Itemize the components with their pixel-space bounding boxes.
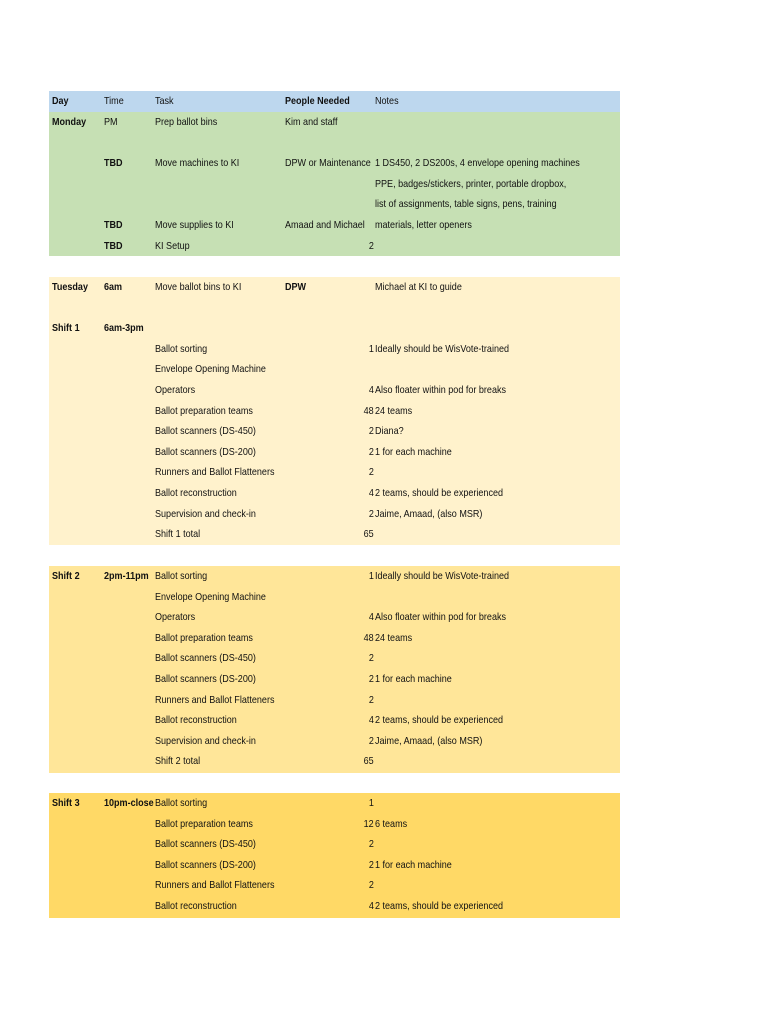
row-count: 48: [363, 631, 374, 644]
row-time: TBD: [104, 219, 123, 231]
row-task: Move machines to KI: [155, 157, 240, 170]
table-row: [49, 731, 620, 752]
row-task: Supervision and check-in: [155, 507, 256, 520]
row-count: 48: [363, 404, 374, 417]
row-task: Ballot scanners (DS-200): [155, 673, 256, 685]
row-notes: Jaime, Amaad, (also MSR): [375, 507, 483, 520]
header-day: Day: [52, 95, 69, 107]
table-row: [49, 566, 620, 587]
row-count: 2: [368, 734, 374, 747]
tuesday-notes: Michael at KI to guide: [375, 281, 462, 293]
row-notes: 1 for each machine: [375, 673, 452, 685]
shift2-section: [49, 566, 620, 773]
shift1-label: Shift 1: [52, 322, 80, 334]
row-task: Ballot reconstruction: [155, 714, 237, 727]
row-count: 2: [368, 838, 374, 851]
table-row: [49, 462, 620, 483]
tuesday-time: 6am: [104, 281, 123, 293]
row-count: 4: [368, 714, 374, 727]
row-time: TBD: [104, 239, 123, 252]
table-row: [49, 648, 620, 669]
row-task: Supervision and check-in: [155, 734, 256, 747]
row-notes: 2 teams, should be experienced: [375, 714, 504, 727]
row-task: Runners and Ballot Flatteners: [155, 879, 275, 892]
table-row: [49, 401, 620, 422]
table-row: [49, 875, 620, 896]
row-count: 4: [368, 611, 374, 624]
row-count: 12: [363, 817, 374, 830]
table-row: [49, 504, 620, 525]
row-notes: 24 teams: [375, 631, 413, 644]
table-row: [49, 194, 620, 215]
row-task: Ballot preparation teams: [155, 817, 253, 830]
shift3-section: [49, 793, 620, 918]
row-task: Ballot sorting: [155, 797, 208, 809]
table-row: [49, 215, 620, 236]
table-row: [49, 380, 620, 401]
table-row: [49, 896, 620, 917]
tuesday-day-label: Tuesday: [52, 281, 88, 293]
row-task: Move supplies to KI: [155, 219, 234, 231]
row-count: 2: [368, 858, 374, 871]
table-row: [49, 710, 620, 731]
row-task: Operators: [155, 384, 196, 396]
table-row: [49, 236, 620, 257]
row-notes: 2 teams, should be experienced: [375, 487, 504, 499]
row-notes: 1 DS450, 2 DS200s, 4 envelope opening machines: [375, 157, 580, 170]
table-row: [49, 587, 620, 608]
table-row: [49, 814, 620, 835]
row-count: 65: [363, 528, 374, 541]
row-task: Shift 2 total: [155, 755, 201, 768]
table-row: [49, 421, 620, 442]
row-count: 2: [368, 673, 374, 685]
row-notes: Jaime, Amaad, (also MSR): [375, 734, 483, 747]
tuesday-people: DPW: [285, 281, 307, 293]
table-row: [49, 112, 620, 133]
row-notes: Diana?: [375, 425, 404, 438]
tuesday-section: [49, 277, 620, 545]
row-task: Ballot preparation teams: [155, 631, 253, 644]
row-task: Ballot preparation teams: [155, 404, 253, 417]
header-people-needed: People Needed: [285, 95, 350, 107]
row-count: 2: [368, 445, 374, 458]
table-row: [49, 628, 620, 649]
row-task: Ballot reconstruction: [155, 487, 237, 499]
table-row: [49, 339, 620, 360]
row-task: Ballot sorting: [155, 342, 208, 355]
table-header: [49, 91, 620, 112]
row-count: 1: [368, 570, 374, 582]
row-count: 2: [368, 879, 374, 892]
row-task: Ballot scanners (DS-450): [155, 838, 256, 851]
table-row: [49, 834, 620, 855]
row-task: Envelope Opening Machine: [155, 590, 266, 603]
row-task: Envelope Opening Machine: [155, 363, 266, 376]
row-notes: 1 for each machine: [375, 445, 452, 458]
table-row: [49, 133, 620, 154]
row-count: 2: [368, 466, 374, 479]
table-row: [49, 442, 620, 463]
row-notes: PPE, badges/stickers, printer, portable dropbox,: [375, 177, 567, 190]
row-count: 1: [368, 797, 374, 809]
row-task: Shift 1 total: [155, 528, 201, 541]
table-row: [49, 793, 620, 814]
row-task: Ballot scanners (DS-450): [155, 652, 256, 665]
monday-day-label: Monday: [52, 116, 87, 128]
shift1-label-row: [49, 318, 620, 339]
row-task: Ballot scanners (DS-200): [155, 445, 256, 458]
row-notes: 6 teams: [375, 817, 408, 830]
row-task: Runners and Ballot Flatteners: [155, 693, 275, 706]
row-task: Prep ballot bins: [155, 116, 218, 128]
table-row: [49, 855, 620, 876]
row-task: Ballot reconstruction: [155, 900, 237, 912]
tuesday-task: Move ballot bins to KI: [155, 281, 242, 293]
row-task: KI Setup: [155, 239, 190, 252]
monday-section: [49, 112, 620, 256]
row-count: 2: [368, 507, 374, 520]
row-notes: Ideally should be WisVote-trained: [375, 342, 510, 355]
table-row: [49, 483, 620, 504]
shift3-label: Shift 3: [52, 797, 80, 809]
row-count: 4: [368, 487, 374, 499]
row-notes: Also floater within pod for breaks: [375, 611, 507, 624]
table-row: [49, 359, 620, 380]
header-notes: Notes: [375, 95, 399, 107]
table-row: [49, 669, 620, 690]
tuesday-row: [49, 277, 620, 298]
row-task: Ballot scanners (DS-200): [155, 858, 256, 871]
row-count: 2: [368, 425, 374, 438]
shift2-label: Shift 2: [52, 570, 80, 582]
row-notes: 1 for each machine: [375, 858, 452, 871]
table-row: [49, 153, 620, 174]
shift2-time: 2pm-11pm: [104, 570, 149, 582]
row-count: 4: [368, 900, 374, 912]
row-count: 65: [363, 755, 374, 768]
table-row: [49, 524, 620, 545]
row-count: 2: [368, 693, 374, 706]
row-count: 2: [368, 652, 374, 665]
row-time: TBD: [104, 157, 123, 170]
shift3-time: 10pm-close: [104, 797, 154, 809]
table-row: [49, 174, 620, 195]
row-notes: 24 teams: [375, 404, 413, 417]
row-people: Amaad and Michael: [285, 219, 365, 231]
table-row: [49, 690, 620, 711]
row-people: DPW or Maintenance: [285, 157, 371, 170]
header-task: Task: [155, 95, 174, 107]
table-row: [49, 607, 620, 628]
shift1-time: 6am-3pm: [104, 322, 144, 334]
row-time: PM: [104, 116, 118, 128]
row-people: Kim and staff: [285, 116, 338, 128]
row-notes: materials, letter openers: [375, 219, 472, 231]
row-count: 4: [368, 384, 374, 396]
row-task: Operators: [155, 611, 196, 624]
row-count: 2: [368, 239, 374, 252]
header-time: Time: [104, 95, 124, 107]
row-task: Ballot scanners (DS-450): [155, 425, 256, 438]
row-notes: Also floater within pod for breaks: [375, 384, 507, 396]
row-task: Ballot sorting: [155, 570, 208, 582]
row-notes: list of assignments, table signs, pens, training: [375, 198, 557, 211]
table-row: [49, 751, 620, 772]
row-notes: Ideally should be WisVote-trained: [375, 570, 510, 582]
row-count: 1: [368, 342, 374, 355]
row-notes: 2 teams, should be experienced: [375, 900, 504, 912]
row-task: Runners and Ballot Flatteners: [155, 466, 275, 479]
